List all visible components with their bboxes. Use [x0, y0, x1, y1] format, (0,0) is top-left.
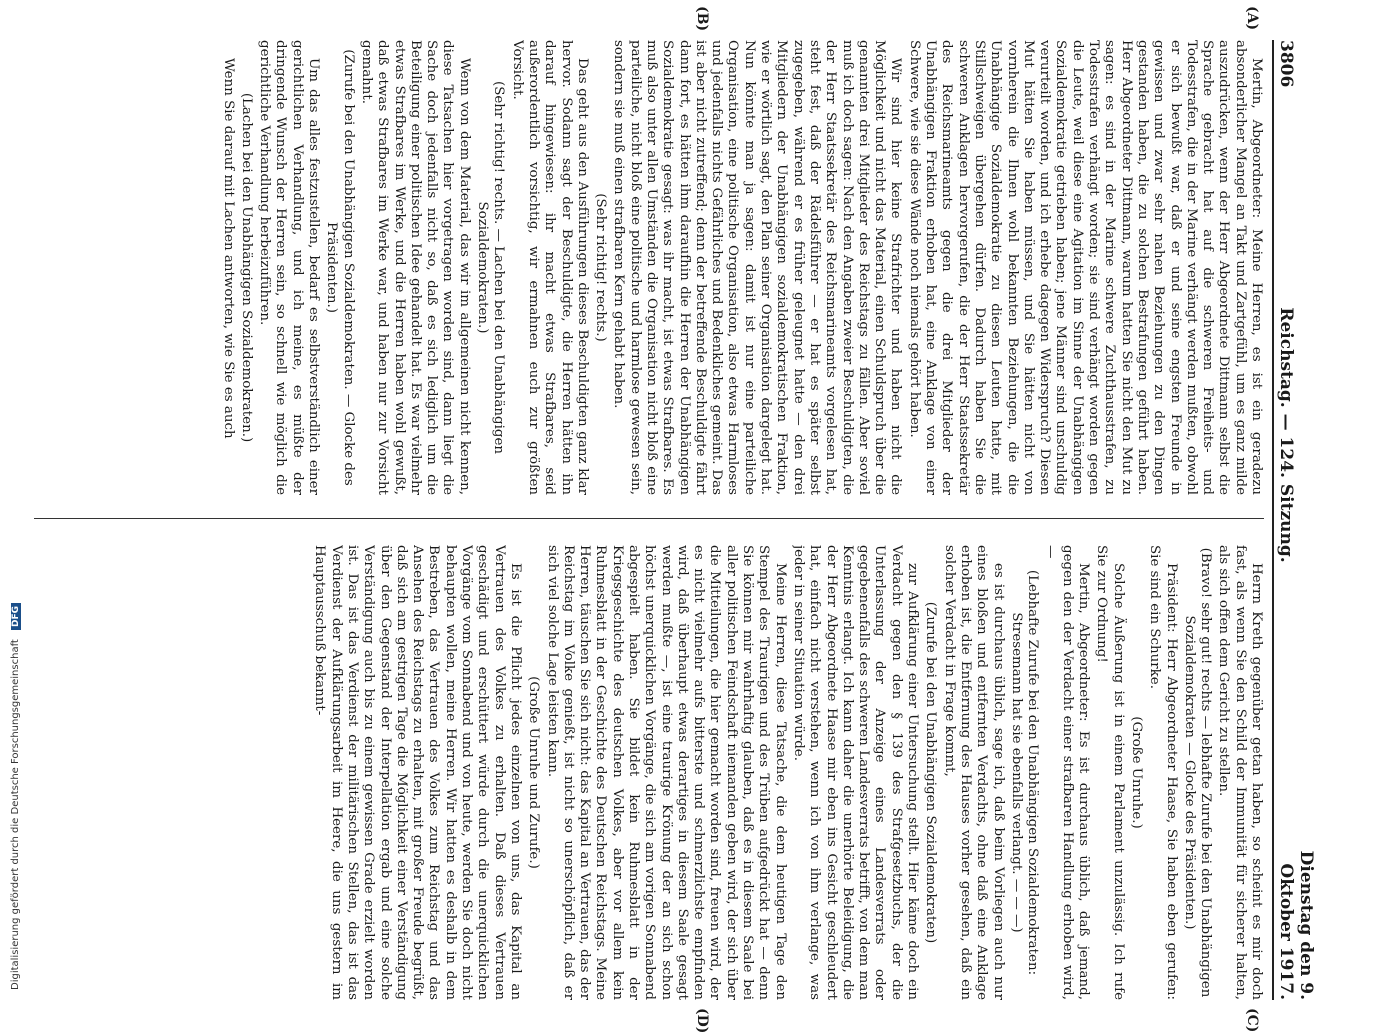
- right-text-column: [34, 545, 1264, 1000]
- paragraph: Mertin, Abgeordneter: Meine Herren, es ist ein geradezu absonderlicher Mangel an Takt und Zartgefühl, um es ganz milde auszudrücken, wenn der Herr Abgeordnete Dittmann selbst die Sprache gebracht hat auf die schweren Freiheits- und Todesstrafen, die in der Marine verhängt werden mußten, obwohl er sich bewußt war, daß er und seine engsten Freunde in gewissen und zwar sehr nahen Beziehungen zu den Dingen gestanden haben, die zu solchen Bestrafungen geführt haben. Herr Abgeordneter Dittmann, warum hatten Sie nicht den Mut zu sagen: es sind in der Marine schwere Zuchthausstrafen, zu Todesstrafen verhängt worden; sie sind verhängt worden gegen die Leute, weil diese eine Agitation im Sinne der Unabhängigen Sozialdemokratie getrieben haben; jene Männer sind unschuldig verurteilt worden, und ich erhebe dagegen Widerspruch? Diesen Mut hätten Sie haben müssen, und Sie hätten nicht von vornherein die Ihnen wohl bekannten Beziehungen, die die Unabhängige Sozialdemokratie zu diesen Leuten hatte, mit Stillschweigen übergehen dürfen. Dadurch haben Sie die schweren Anklagen hervorgerufen, die der Herr Staatssekretär des Reichsmarineamts gegen die drei Mitglieder der Unabhängigen Fraktion erhoben hat, eine Anklage von einer Schwere, wie sie diese Wände noch niemals gehört haben.: [906, 40, 1264, 495]
- page-header: [1272, 40, 1316, 1000]
- paragraph: (Sehr richtig! rechts.): [593, 193, 609, 342]
- paragraph: (Sehr richtig! rechts. — Lachen bei den Unabhängigen Sozialdemokraten.): [475, 80, 507, 455]
- session-date: Dienstag den 9. Oktober 1917.: [1276, 850, 1316, 1000]
- margin-marker-c: (C): [1244, 1008, 1260, 1033]
- margin-marker-a: (A): [1244, 6, 1260, 31]
- margin-marker-d: (D): [694, 1008, 710, 1033]
- paragraph: es ist durchaus üblich, sage ich, daß beim Vorliegen auch nur eines bloßen und entfernten Verdachts, ohne daß eine Anklage erhoben ist, die Entfernung des Hauses vorher gesehen, daß ein solcher Verdacht in Frage kommt,: [941, 545, 1006, 1000]
- margin-marker-b: (B): [694, 6, 710, 32]
- paragraph: (Zurufe bei den Unabhängigen Sozialdemokraten): [923, 601, 939, 944]
- digitization-credit: [10, 603, 21, 990]
- session-title: Reichstag. — 124. Sitzung.: [1276, 307, 1296, 563]
- paragraph: Es ist die Pflicht jedes einzelnen von uns, das Kapital an Vertrauen des Volkes zu erhalten. Daß dieses Vertrauen geschädigt und erschüttert würde durch die unerquicklichen Vorgänge vom Sonnabend und von heute, werden Sie doch nicht behaupten wollen, meine Herren. Wir hatten es deshalb in dem Bestreben, das Vertrauen des Volkes zum Reichstag und das Ansehen des Reichstags zu erhalten, mit großer Freude begrüßt, daß sich am gestrigen Tage die Möglichkeit einer Verständigung über den Gegenstand der Interpellation ergab und eine solche Verständigung auch bis zu einem gewissen Grade erzielt worden ist. Das ist das Verdienst der militärischen Stellen, das ist das Verdienst der Aufklärungsarbeit im Heere, die uns gestern im Hauptausschuß bekannt-: [312, 545, 523, 1000]
- page-number: 3806: [1276, 40, 1296, 88]
- paragraph: zur Aufklärung einer Untersuchung stellt. Hier käme doch ein Verdacht gegen den § 139 des Strafgesetzbuchs, der die Unterlassung der Anzeige eines Landesverrats oder gegebenenfalls des schweren Landesverrats betrifft, von dem man Kenntnis erlangt. Ich kann daher die unerhörte Beleidigung, die der Herr Abgeordnete Haase mir eben ins Gesicht geschleudert hat, einfach nicht verstehen, wenn ich von ihm verlange, was jeder in seiner Situation würde.: [790, 545, 921, 1000]
- left-text-column: [34, 40, 1264, 495]
- paragraph: (Lachen bei den Unabhängigen Sozialdemokraten.): [238, 92, 254, 443]
- paragraph: Wir sind hier keine Strafrichter und haben nicht die Möglichkeit und nicht das Material, einen Schuldspruch über die genannten drei Mitglieder des Reichstags zu fällen. Aber soviel muß ich doch sagen: Nach den Angaben zweier Beschuldigten, die der Herr Staatssekretär des Reichsmarineamts vorgelesen hat, steht fest, daß der Rädelsführer — er hat es später selbst zugegeben, während er es früher geleugnet hatte — den drei Mitgliedern der Unabhängigen sozialdemokratischen Fraktion, wie er wörtlich sagt, den Plan seiner Organisation dargelegt hat. Nun könnte man ja sagen: damit ist nur eine parteiliche Organisation, eine politische Organisation, also etwas Harmloses und jedenfalls nichts Gefährliches und Bedenkliches gemeint. Das ist aber nicht zutreffend; denn der betreffende Beschuldigte fährt dann fort, es hätten ihm daraufhin die Herren der Unabhängigen Sozialdemokratie gesagt: was ihr macht, ist etwas Strafbares. Es muß also unter allen Umständen die Organisation nicht bloß eine parteiliche, nicht bloß eine politische und harmlose gewesen sein, sondern sie muß einen strafbaren Kern gehabt haben.: [611, 40, 904, 495]
- rotated-page-content: [10, 6, 1316, 1033]
- paragraph: Wenn von dem Material, das wir im allgemeinen nicht kennen, diese Tatsachen hier vorgetragen worden sind, dann liegt die Sache doch jedenfalls nicht so, daß es sich lediglich um die Beteiligung einer politischen Idee gehandelt hat. Es war vielmehr etwas Strafbares im Werke, und die Herren haben wohl gewußt, daß etwas Strafbares im Werke war, und haben nur zur Vorsicht gemahnt.: [358, 40, 472, 495]
- paragraph: Präsident: Herr Abgeordneter Haase, Sie haben eben gerufen: Sie sind ein Schurke.: [1147, 545, 1179, 1000]
- dfg-logo: DFG: [11, 603, 21, 630]
- paragraph: Das geht aus den Ausführungen dieses Beschuldigten ganz klar hervor. Sodann sagt der Beschuldigte, die Herren hätten ihn darauf hingewiesen: ihr macht etwas Strafbares, seid außerordentlich vorsichtig, wir ermahnen euch zur größten Vorsicht.: [509, 40, 590, 495]
- paragraph: Herrn Kreth gegenüber getan haben, so scheint es mir doch fast, als wenn Sie den Schild der Immunität für sicherer halten, als sich offen dem Gericht zu stellen.: [1216, 545, 1264, 1000]
- paragraph: Um das alles festzustellen, bedarf es selbstverständlich einer gerichtlichen Verhandlung, und ich meine, es müßte der dringende Wunsch der Herren sein, so schnell wie möglich die gerichtliche Verhandlung herbeizuführen.: [257, 40, 322, 495]
- column-divider: [34, 518, 1264, 519]
- paragraph: (Große Unruhe.): [1128, 716, 1144, 829]
- paragraph: Wenn Sie darauf mit Lachen antworten, wie Sie es auch: [220, 58, 236, 439]
- credit-text: Digitalisierung gefördert durch die Deutsche Forschungsgemeinschaft: [10, 639, 21, 990]
- paragraph: (Große Unruhe und Zurufe.): [526, 676, 542, 869]
- paragraph: (Bravo! sehr gut! rechts — lebhafte Zurufe bei den Unabhängigen Sozialdemokraten — Glocke des Präsidenten.): [1181, 547, 1214, 998]
- paragraph: Mertin, Abgeordneter: Es ist durchaus üblich, daß jemand, gegen den der Verdacht einer strafbaren Handlung erhoben wird, —: [1043, 545, 1092, 1000]
- paragraph: Solche Äußerung ist in einem Parlament unzulässig. Ich rufe Sie zur Ordnung!: [1094, 545, 1126, 1000]
- paragraph: (Zurufe bei den Unabhängigen Sozialdemokraten. — Glocke des Präsidenten.): [324, 49, 356, 486]
- paragraph: Meine Herren, diese Tatsache, die dem heutigen Tage den Stempel des Traurigen und des Trüben aufgedrückt hat — denn Sie können mir wahrhaftig glauben, daß es in diesem Saale bei aller politischen Feindschaft niemanden geben wird, der sich über die Mitteilungen, die hier gemacht worden sind, freuen wird, der es nicht vielmehr aufs bitterste und schmerzlichste empfinden wird, daß überhaupt etwas derartiges in diesem Saale gesagt werden mußte —, ist eine traurige Krönung der an sich schon höchst unerquicklichen Vorgänge, die sich am vorigen Sonnabend abgespielt haben. Sie bildet kein Ruhmesblatt in der Kriegsgeschichte des deutschen Volkes, aber vor allem kein Ruhmesblatt in der Geschichte des Deutschen Reichstags. Meine Herren, täuschen Sie sich nicht: das Kapital an Vertrauen, das der Reichstag im Volke genießt, ist nicht so unerschöpflich, daß er sich viel solche Lage leisten kann.: [544, 545, 788, 1000]
- paragraph: (Lebhafte Zurufe bei den Unabhängigen Sozialdemokraten: Stresemann hat sie ebenfalls verlangt. — — —): [1008, 569, 1041, 976]
